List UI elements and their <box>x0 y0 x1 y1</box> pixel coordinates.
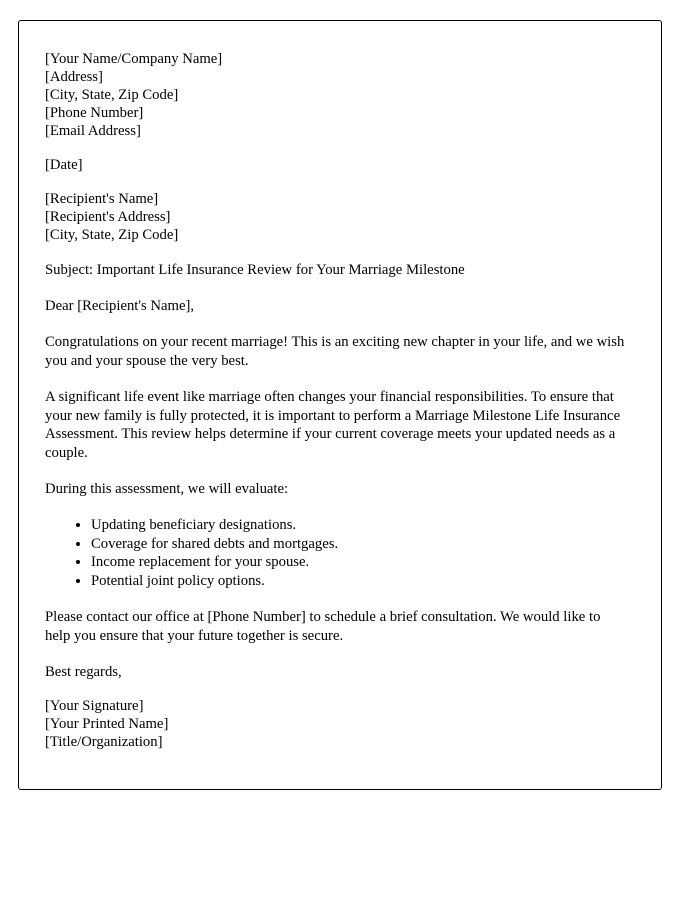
list-item: • Updating beneficiary designations. <box>91 516 627 535</box>
spacer-after-subject <box>45 280 627 297</box>
letter-body <box>19 21 661 772</box>
paragraph-contact: Please contact our office at [Phone Number] to schedule a brief consultation. We would like to help you ensure that your future together is secure. <box>45 609 601 644</box>
salutation: Dear [Recipient's Name], <box>45 298 195 315</box>
evaluation-list <box>45 516 627 591</box>
list-item: • Income replacement for your spouse. <box>91 553 627 572</box>
sender-line-email: [Email Address] <box>45 122 141 139</box>
signature-line: [Your Signature] <box>45 698 144 715</box>
spacer-after-paragraph-1 <box>45 371 627 388</box>
recipient-line-city-state-zip: [City, State, Zip Code] <box>45 226 179 243</box>
title-organization-line: [Title/Organization] <box>45 734 163 751</box>
date-line: [Date] <box>45 156 83 173</box>
spacer-after-closing <box>45 681 627 698</box>
paragraph-assessment: A significant life event like marriage often changes your financial responsibilities. To ensure that your new family is fully protected, it is important to perform a Marriage Milestone Life Insurance Assessment. This review helps determine if your current coverage meets your updated needs as a couple. <box>45 388 621 462</box>
spacer-after-bullets <box>45 591 627 608</box>
paragraph-congratulations: Congratulations on your recent marriage! This is an exciting new chapter in your life, and we wish you and your spouse the very best. <box>45 334 625 369</box>
signature-block <box>45 698 627 752</box>
sender-line-name: [Your Name/Company Name] <box>45 51 223 67</box>
sender-line-phone: [Phone Number] <box>45 104 144 121</box>
subject-line: Subject: Important Life Insurance Review for Your Marriage Milestone <box>45 262 465 279</box>
list-item: • Coverage for shared debts and mortgages. <box>91 535 627 554</box>
spacer-before-bullets <box>45 499 627 516</box>
letter-page <box>18 20 662 790</box>
sender-line-city-state-zip: [City, State, Zip Code] <box>45 86 179 103</box>
recipient-line-address: [Recipient's Address] <box>45 208 171 225</box>
recipient-address-block <box>45 191 627 245</box>
sender-line-address: [Address] <box>45 68 103 85</box>
spacer-after-recipient <box>45 244 627 261</box>
spacer-after-contact <box>45 646 627 663</box>
spacer-after-salutation <box>45 316 627 333</box>
printed-name-line: [Your Printed Name] <box>45 716 169 733</box>
closing-line: Best regards, <box>45 663 122 680</box>
list-item: • Potential joint policy options. <box>91 572 627 591</box>
spacer-after-date <box>45 175 627 191</box>
spacer-after-paragraph-2 <box>45 463 627 480</box>
paragraph-evaluate-intro: During this assessment, we will evaluate: <box>45 480 289 497</box>
sender-address-block <box>45 51 627 141</box>
spacer-after-sender <box>45 141 627 157</box>
recipient-line-name: [Recipient's Name] <box>45 190 159 207</box>
date-block <box>45 157 627 175</box>
